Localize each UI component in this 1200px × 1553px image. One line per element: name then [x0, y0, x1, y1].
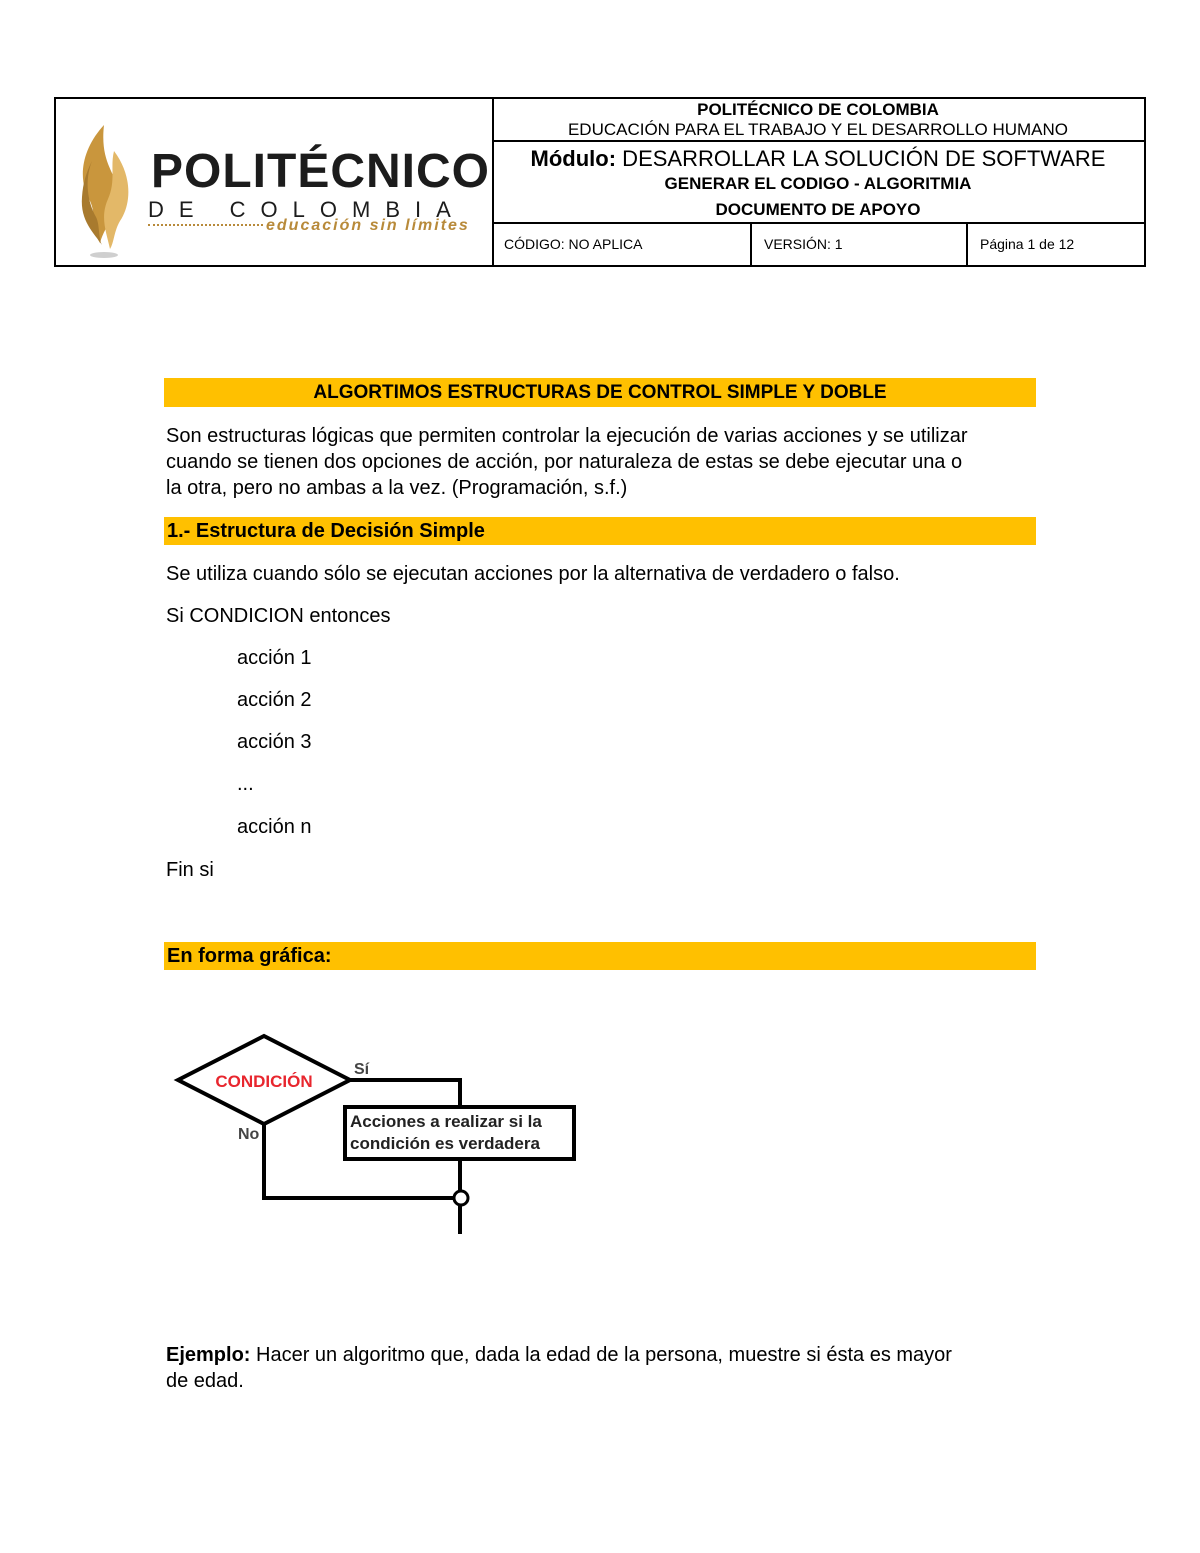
logo-name: POLITÉCNICO — [151, 145, 491, 198]
logo — [56, 99, 494, 265]
logo-tagline: educación sin límites — [266, 217, 470, 234]
header-institution-cell — [492, 99, 1144, 142]
action-item: acción 3 — [237, 731, 312, 753]
module-value: DESARROLLAR LA SOLUCIÓN DE SOFTWARE — [616, 146, 1106, 171]
version-text: VERSIÓN: 1 — [764, 236, 843, 252]
section1-heading: 1.- Estructura de Decisión Simple — [167, 520, 485, 542]
example-line-1 — [166, 1342, 952, 1368]
topic-line: GENERAR EL CODIGO - ALGORITMIA — [664, 174, 972, 193]
flame-logo-icon — [70, 121, 140, 261]
title-band — [164, 378, 1036, 407]
document-header — [54, 97, 1146, 267]
intro-line: Son estructuras lógicas que permiten controlar la ejecución de varias acciones y se utilizar — [166, 425, 968, 447]
example-line-2: de edad. — [166, 1370, 244, 1392]
header-module-cell — [492, 142, 1144, 224]
intro-paragraph — [166, 423, 968, 501]
example-paragraph — [166, 1342, 952, 1394]
yes-label: Sí — [354, 1061, 370, 1078]
merge-point — [454, 1191, 468, 1205]
intro-line: cuando se tienen dos opciones de acción, por naturaleza de estas se debe ejecutar una o — [166, 451, 963, 473]
graphic-heading: En forma gráfica: — [167, 945, 332, 967]
graphic-band — [164, 942, 1036, 970]
section1-band — [164, 517, 1036, 545]
condition-label: CONDICIÓN — [215, 1072, 313, 1091]
action-item: acción 1 — [237, 647, 312, 669]
pseudo-start: Si CONDICION entonces — [166, 605, 391, 627]
institution-subtitle: EDUCACIÓN PARA EL TRABAJO Y EL DESARROLLO HUMANO — [567, 120, 1069, 139]
section1-description: Se utiliza cuando sólo se ejecutan acciones por la alternativa de verdadero o falso. — [166, 563, 900, 585]
code-cell — [492, 224, 752, 265]
doc-type-line: DOCUMENTO DE APOYO — [715, 200, 921, 219]
flowchart — [170, 1030, 590, 1240]
action-text-line2: condición es verdadera — [350, 1134, 540, 1153]
action-item: ... — [237, 773, 254, 795]
no-label: No — [238, 1126, 260, 1143]
logo-subname: DE COLOMBIA — [148, 197, 466, 222]
intro-line: la otra, pero no ambas a la vez. (Programación, s.f.) — [166, 477, 628, 499]
institution-name: POLITÉCNICO DE COLOMBIA — [697, 100, 939, 119]
code-text: CÓDIGO: NO APLICA — [504, 236, 643, 252]
module-line — [492, 146, 1144, 172]
page-text: Página 1 de 12 — [980, 236, 1075, 252]
pseudo-end: Fin si — [166, 859, 214, 881]
logo-dotted-line — [148, 224, 263, 226]
page-title: ALGORTIMOS ESTRUCTURAS DE CONTROL SIMPLE Y DOBLE — [313, 382, 887, 403]
example-label: Ejemplo: — [166, 1344, 251, 1366]
example-text: Hacer un algoritmo que, dada la edad de la persona, muestre si ésta es mayor — [250, 1344, 952, 1366]
module-label: Módulo: — [530, 146, 617, 171]
page-cell — [968, 224, 1144, 265]
version-cell — [752, 224, 968, 265]
action-item: acción 2 — [237, 689, 312, 711]
action-item: acción n — [237, 816, 312, 838]
action-text-line1: Acciones a realizar si la — [350, 1112, 542, 1131]
